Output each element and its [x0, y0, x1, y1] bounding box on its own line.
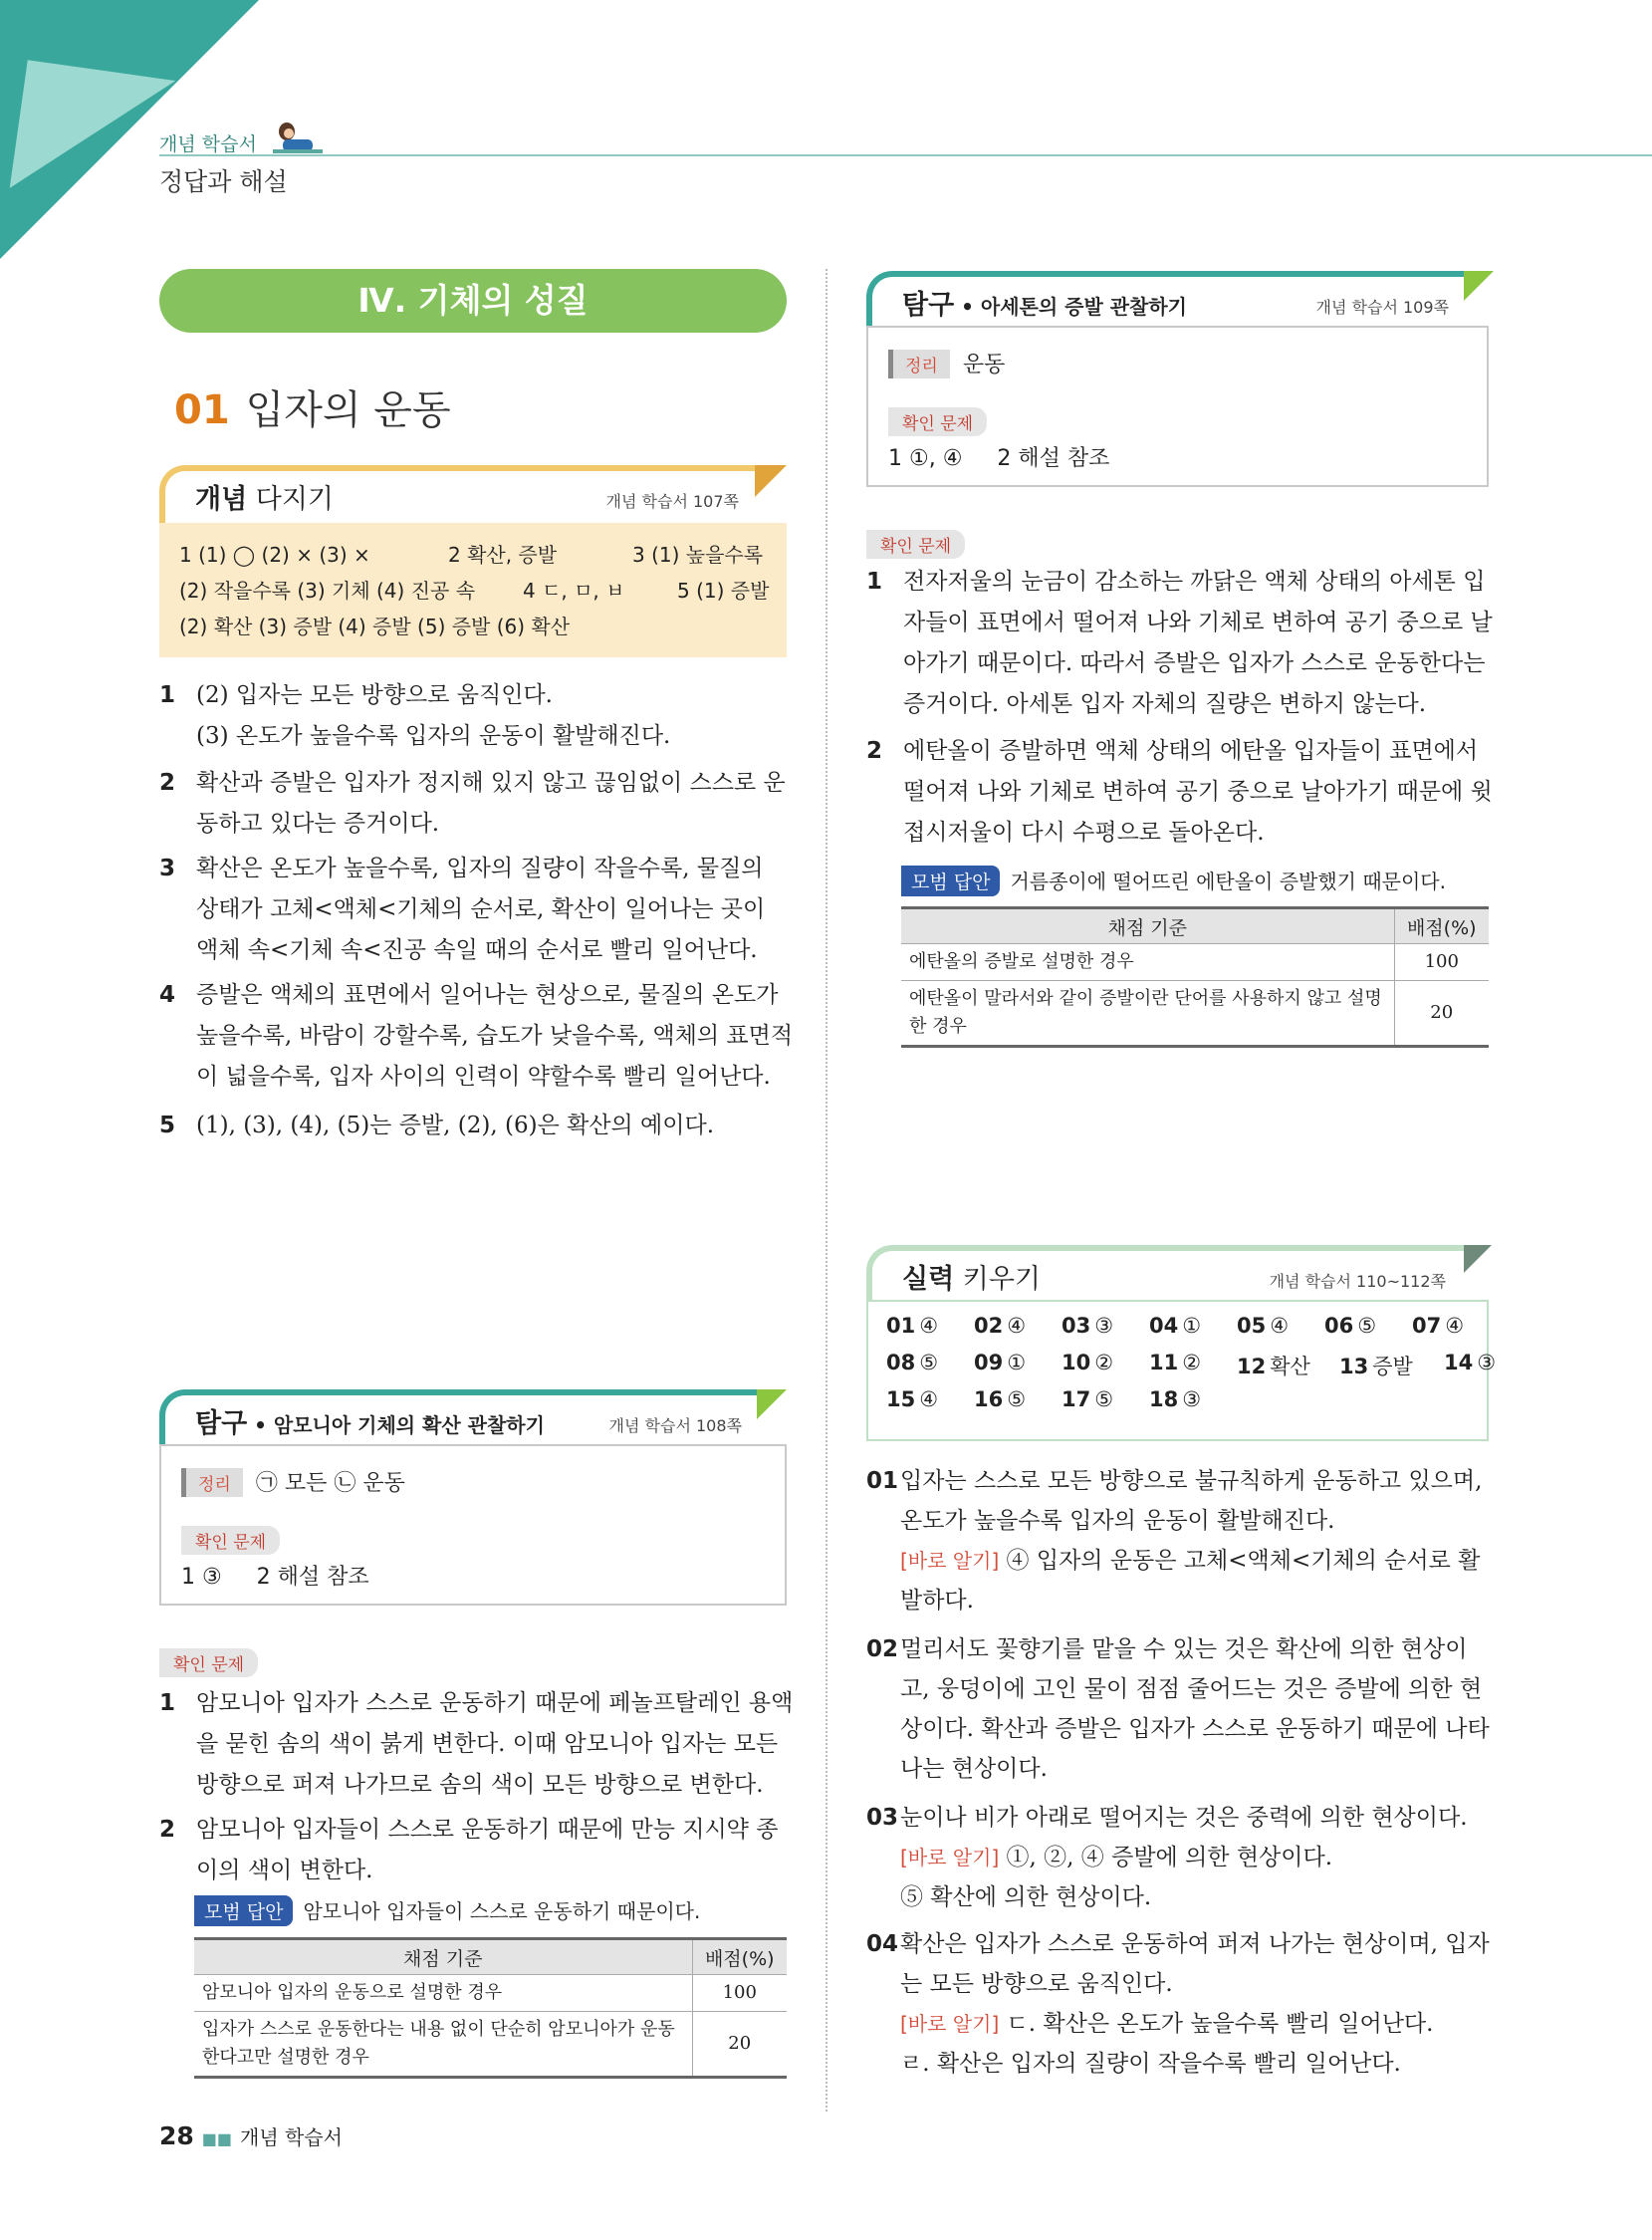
answer-line: (3) 온도가 높을수록 입자의 운동이 활발해진다. [196, 723, 671, 749]
skill-answer-value: ⑤ [1094, 1387, 1114, 1411]
skill-answer [1062, 1314, 1113, 1338]
concept-row [179, 537, 767, 573]
concept-answers [159, 523, 787, 657]
check-tag: 확인 문제 [888, 407, 987, 436]
concept-corner-fold [755, 465, 787, 497]
answer-line: 이 넓을수록, 입자 사이의 인력이 약할수록 빨리 일어난다. [196, 1064, 771, 1090]
skill-answer-number: 09 [974, 1351, 1004, 1374]
explanation-text: 발하다. [900, 1588, 974, 1614]
answer-item [159, 763, 797, 845]
answer-number: 2 [159, 1817, 176, 1843]
section-number: 01 [174, 387, 230, 433]
grading-table [194, 1937, 787, 2079]
skill-answer-number: 10 [1062, 1351, 1091, 1374]
model-answer [901, 866, 1446, 896]
skill-answer [1062, 1387, 1113, 1411]
skill-answer [886, 1351, 938, 1374]
summary-text: ㉠ 모든 ㉡ 운동 [255, 1471, 405, 1496]
explanation-line [900, 1838, 1504, 1877]
model-answer [194, 1895, 700, 1926]
answer-number: 3 [159, 856, 176, 881]
explanation-text: ⑤ 확산에 의한 현상이다. [900, 1884, 1152, 1910]
answer-line: 확산과 증발은 입자가 정지해 있지 않고 끊임없이 스스로 운 [196, 770, 786, 796]
summary-text: 운동 [962, 353, 1006, 377]
answer-item [159, 1810, 797, 1891]
check-tag: 확인 문제 [181, 1526, 280, 1555]
skill-answer-number: 11 [1149, 1351, 1179, 1374]
answer-number: 1 [159, 1690, 176, 1716]
concept-label-bold: 개념 [195, 484, 248, 515]
skill-answer-value: 확산 [1270, 1355, 1310, 1378]
answer-line: 을 묻힌 솜의 색이 붉게 변한다. 이때 암모니아 입자는 모든 [196, 1731, 779, 1757]
skill-answer-number: 16 [974, 1387, 1004, 1411]
grading-score: 100 [1394, 944, 1489, 981]
inquiry1-tab [159, 1389, 772, 1444]
summary-tag: 정리 [888, 350, 950, 378]
grading-criterion: 암모니아 입자의 운동으로 설명한 경우 [194, 1975, 692, 2012]
skill-answer-number: 04 [1149, 1314, 1179, 1338]
inquiry2-body [866, 326, 1489, 487]
skill-label-rest: 키우기 [954, 1264, 1042, 1295]
skill-answer-number: 08 [886, 1351, 916, 1374]
explanation-line [900, 1461, 1504, 1501]
skill-answer [974, 1314, 1026, 1338]
skill-answer-value: ⑤ [919, 1351, 939, 1374]
skill-label-bold: 실력 [902, 1264, 955, 1295]
summary-tag: 정리 [181, 1468, 243, 1497]
answer-line: 이의 색이 변한다. [196, 1858, 373, 1883]
answer-item [159, 975, 797, 1098]
grading-criterion: 에탄올이 말라서와 같이 증발이란 단어를 사용하지 않고 설명한 경우 [901, 981, 1394, 1047]
skill-answer-value: 증발 [1372, 1355, 1413, 1378]
inquiry2-corner-fold [1464, 271, 1494, 301]
header-rule [159, 154, 1652, 156]
explanation-item [866, 1798, 1504, 1917]
skill-answer-number: 02 [974, 1314, 1004, 1338]
concept-answer: (2) 작을수록 (3) 기체 (4) 진공 속 [179, 579, 476, 603]
answer-number: 1 [866, 569, 883, 595]
concept-row [179, 609, 767, 644]
explanation-line [900, 1669, 1504, 1709]
inquiry1-label-rest: • 암모니아 기체의 확산 관찰하기 [247, 1413, 545, 1437]
explanation-text: 상이다. 확산과 증발은 입자가 스스로 운동하기 때문에 나타 [900, 1716, 1490, 1742]
skill-answer [886, 1314, 938, 1338]
skill-answer-value: ④ [919, 1314, 939, 1338]
correction-tag: [바로 알기] [900, 1846, 1000, 1869]
grading-table [901, 906, 1489, 1048]
explanation-item [866, 1924, 1504, 2084]
inquiry1-body [159, 1444, 787, 1606]
skill-answer-number: 03 [1062, 1314, 1091, 1338]
skill-answer-number: 01 [886, 1314, 916, 1338]
answer-item [159, 1683, 797, 1806]
explanation-line [900, 2004, 1504, 2044]
skill-answer [974, 1387, 1026, 1411]
skill-answer-number: 18 [1149, 1387, 1179, 1411]
concept-row [179, 573, 770, 609]
explanation-line [900, 1877, 1504, 1917]
explanation-line [900, 1709, 1504, 1749]
answer-line: 암모니아 입자들이 스스로 운동하기 때문에 만능 지시약 종 [196, 1817, 779, 1843]
explanation-line [900, 1541, 1504, 1581]
inquiry1-label-bold: 탐구 [195, 1408, 248, 1439]
explanation-line [900, 1964, 1504, 2004]
skill-answer-value: ④ [1270, 1314, 1290, 1338]
chapter-banner: Ⅳ. 기체의 성질 [159, 269, 787, 333]
explanation-line [900, 1629, 1504, 1669]
model-answer-text: 거름종이에 떨어뜨린 에탄올이 증발했기 때문이다. [1010, 870, 1446, 893]
concept-ref: 개념 학습서 107쪽 [605, 492, 739, 511]
skill-answer [1149, 1314, 1201, 1338]
inquiry2-label-bold: 탐구 [902, 290, 955, 321]
answer-line: 상태가 고체<액체<기체의 순서로, 확산이 일어나는 곳이 [196, 896, 766, 922]
explanation-text: 는 모든 방향으로 움직인다. [900, 1971, 1173, 1997]
skill-answer [1237, 1314, 1289, 1338]
concept-answer: 4 ㄷ, ㅁ, ㅂ [523, 579, 625, 603]
explanation-line [900, 1924, 1504, 1964]
explanation-line [900, 1798, 1504, 1838]
explanation-text: 입자는 스스로 모든 방향으로 불규칙하게 운동하고 있으며, [900, 1468, 1483, 1494]
skill-answer [1412, 1314, 1464, 1338]
section-name: 입자의 운동 [245, 387, 451, 433]
explanation-text: 온도가 높을수록 입자의 운동이 활발해진다. [900, 1508, 1335, 1534]
answer-line: 접시저울이 다시 수평으로 돌아온다. [903, 820, 1265, 846]
correction-tag: [바로 알기] [900, 1549, 1000, 1573]
explanation-line [900, 1501, 1504, 1541]
explanation-item [866, 1461, 1504, 1620]
grading-header: 채점 기준 [194, 1939, 692, 1975]
correction-tag: [바로 알기] [900, 2012, 1000, 2036]
model-answer-tag: 모범 답안 [901, 866, 1000, 896]
explanation-text: 멀리서도 꽃향기를 맡을 수 있는 것은 확산에 의한 현상이 [900, 1636, 1468, 1662]
answer-line: 아가기 때문이다. 따라서 증발은 입자가 스스로 운동한다는 [903, 650, 1486, 676]
check-answers: 1 ①, ④ 2 해설 참조 [888, 446, 1110, 471]
answer-number: 2 [866, 738, 883, 764]
answer-line: 동하고 있다는 증거이다. [196, 811, 440, 837]
answer-item [866, 562, 1504, 725]
answer-line: 에탄올이 증발하면 액체 상태의 에탄올 입자들이 표면에서 [903, 738, 1479, 764]
answer-line: (2) 입자는 모든 방향으로 움직인다. [196, 682, 553, 708]
grading-header: 배점(%) [1394, 908, 1489, 944]
skill-answer [886, 1387, 938, 1411]
skill-answer-value: ③ [1182, 1387, 1202, 1411]
grading-header: 채점 기준 [901, 908, 1394, 944]
answer-item [159, 849, 797, 971]
answer-number: 5 [159, 1113, 176, 1138]
explanation-text: ①, ②, ④ 증발에 의한 현상이다. [999, 1845, 1333, 1870]
answer-item [159, 1106, 797, 1146]
concept-answer: (2) 확산 (3) 증발 (4) 증발 (5) 증발 (6) 확산 [179, 615, 571, 638]
skill-answer [1324, 1314, 1376, 1338]
answer-number: 1 [159, 682, 176, 708]
section-title [174, 378, 451, 435]
skill-box-tab [866, 1245, 1476, 1301]
page-footer [159, 2121, 343, 2150]
answer-item [866, 731, 1504, 854]
inquiry1-corner-fold [757, 1389, 787, 1419]
header-title: 정답과 해설 [159, 167, 288, 196]
skill-answer-value: ③ [1477, 1351, 1497, 1374]
skill-answer [1149, 1387, 1201, 1411]
check-answers: 1 ③ 2 해설 참조 [181, 1565, 369, 1590]
concept-answer: 1 (1) ◯ (2) × (3) × [179, 543, 370, 567]
check-tag: 확인 문제 [866, 530, 965, 559]
explanation-text: 확산은 입자가 스스로 운동하여 퍼져 나가는 현상이며, 입자 [900, 1931, 1490, 1957]
concept-box-tab [159, 465, 769, 525]
page-number: 28 [159, 2121, 194, 2150]
skill-ref: 개념 학습서 110~112쪽 [1269, 1272, 1446, 1291]
skill-answer-number: 17 [1062, 1387, 1091, 1411]
grading-criterion: 입자가 스스로 운동한다는 내용 없이 단순히 암모니아가 운동한다고만 설명한 경우 [194, 2012, 692, 2078]
skill-answer-value: ② [1182, 1351, 1202, 1374]
skill-corner-fold [1464, 1245, 1492, 1273]
explanation-item [866, 1629, 1504, 1789]
answer-line: 증거이다. 아세톤 입자 자체의 질량은 변하지 않는다. [903, 691, 1427, 717]
explanation-line [900, 1581, 1504, 1620]
skill-answer-value: ④ [1007, 1314, 1027, 1338]
answer-line: 액체 속<기체 속<진공 속일 때의 순서로 빨리 일어난다. [196, 937, 758, 963]
answer-line: 자들이 표면에서 떨어져 나와 기체로 변하여 공기 중으로 날 [903, 610, 1493, 635]
answer-line: (1), (3), (4), (5)는 증발, (2), (6)은 확산의 예이다. [196, 1113, 715, 1138]
grading-criterion: 에탄올의 증발로 설명한 경우 [901, 944, 1394, 981]
skill-answer [974, 1351, 1026, 1374]
answer-number: 2 [159, 770, 176, 796]
answer-line: 전자저울의 눈금이 감소하는 까닭은 액체 상태의 아세톤 입 [903, 569, 1486, 595]
skill-answer-number: 12 [1237, 1355, 1267, 1378]
inquiry2-label-rest: • 아세톤의 증발 관찰하기 [954, 295, 1188, 319]
header-subtitle: 개념 학습서 [159, 133, 257, 155]
skill-answer [1237, 1351, 1310, 1380]
grading-score: 20 [1394, 981, 1489, 1047]
skill-answer [1062, 1351, 1113, 1374]
answer-line: 증발은 액체의 표면에서 일어나는 현상으로, 물질의 온도가 [196, 982, 779, 1008]
corner-paper-plane [10, 60, 176, 209]
explanation-number: 02 [866, 1636, 899, 1662]
answer-line: 확산은 온도가 높을수록, 입자의 질량이 작을수록, 물질의 [196, 856, 764, 881]
skill-answer [1339, 1351, 1413, 1380]
explanation-line [900, 2044, 1504, 2084]
skill-answer [1149, 1351, 1201, 1374]
skill-answer-number: 06 [1324, 1314, 1354, 1338]
skill-answer-value: ① [1007, 1351, 1027, 1374]
inquiry2-tab [866, 271, 1479, 326]
skill-answer-number: 05 [1237, 1314, 1267, 1338]
inquiry1-ref: 개념 학습서 108쪽 [608, 1416, 742, 1435]
column-divider [826, 269, 827, 2112]
explanation-number: 04 [866, 1931, 899, 1957]
skill-answers [866, 1300, 1497, 1441]
skill-answer-value: ④ [919, 1387, 939, 1411]
skill-answer-value: ⑤ [1357, 1314, 1377, 1338]
check-tag: 확인 문제 [159, 1648, 258, 1677]
answer-line: 암모니아 입자가 스스로 운동하기 때문에 페놀프탈레인 용액 [196, 1690, 794, 1716]
grading-score: 20 [692, 2012, 787, 2078]
concept-answer: 2 확산, 증발 [448, 543, 558, 567]
skill-answer-number: 07 [1412, 1314, 1442, 1338]
grading-header: 배점(%) [692, 1939, 787, 1975]
explanation-text: 눈이나 비가 아래로 떨어지는 것은 중력에 의한 현상이다. [900, 1805, 1468, 1831]
concept-answer: 5 (1) 증발 [677, 579, 770, 603]
student-illustration-icon [269, 120, 325, 155]
skill-answer-value: ② [1094, 1351, 1114, 1374]
footer-text: 개념 학습서 [240, 2125, 343, 2149]
answer-line: 방향으로 퍼져 나가므로 솜의 색이 모든 방향으로 변한다. [196, 1772, 764, 1798]
skill-answer-value: ④ [1445, 1314, 1465, 1338]
concept-label-rest: 다지기 [247, 484, 335, 515]
explanation-text: ㄹ. 확산은 입자의 질량이 작을수록 빨리 일어난다. [900, 2051, 1401, 2077]
explanation-text: 고, 웅덩이에 고인 물이 점점 줄어드는 것은 증발에 의한 현 [900, 1676, 1483, 1702]
answer-line: 높을수록, 바람이 강할수록, 습도가 낮을수록, 액체의 표면적 [196, 1023, 794, 1049]
explanation-number: 03 [866, 1805, 899, 1831]
inquiry2-ref: 개념 학습서 109쪽 [1315, 298, 1449, 317]
skill-answer-value: ⑤ [1007, 1387, 1027, 1411]
explanation-line [900, 1749, 1504, 1789]
explanation-text: ④ 입자의 운동은 고체<액체<기체의 순서로 활 [999, 1548, 1481, 1574]
concept-answer: 3 (1) 높을수록 [632, 543, 764, 567]
answer-item [159, 675, 797, 757]
footer-squares-icon: ■■ [201, 2129, 233, 2148]
explanation-text: 나는 현상이다. [900, 1756, 1048, 1782]
skill-answer [1444, 1351, 1496, 1374]
answer-number: 4 [159, 982, 176, 1008]
skill-answer-value: ① [1182, 1314, 1202, 1338]
model-answer-tag: 모범 답안 [194, 1895, 293, 1926]
grading-score: 100 [692, 1975, 787, 2012]
model-answer-text: 암모니아 입자들이 스스로 운동하기 때문이다. [303, 1899, 701, 1923]
skill-answer-value: ③ [1094, 1314, 1114, 1338]
skill-answer-number: 13 [1339, 1355, 1369, 1378]
skill-answer-number: 14 [1444, 1351, 1474, 1374]
explanation-number: 01 [866, 1468, 899, 1494]
skill-answer-number: 15 [886, 1387, 916, 1411]
explanation-text: ㄷ. 확산은 온도가 높을수록 빨리 일어난다. [999, 2011, 1434, 2037]
answer-line: 떨어져 나와 기체로 변하여 공기 중으로 날아가기 때문에 윗 [903, 779, 1493, 805]
